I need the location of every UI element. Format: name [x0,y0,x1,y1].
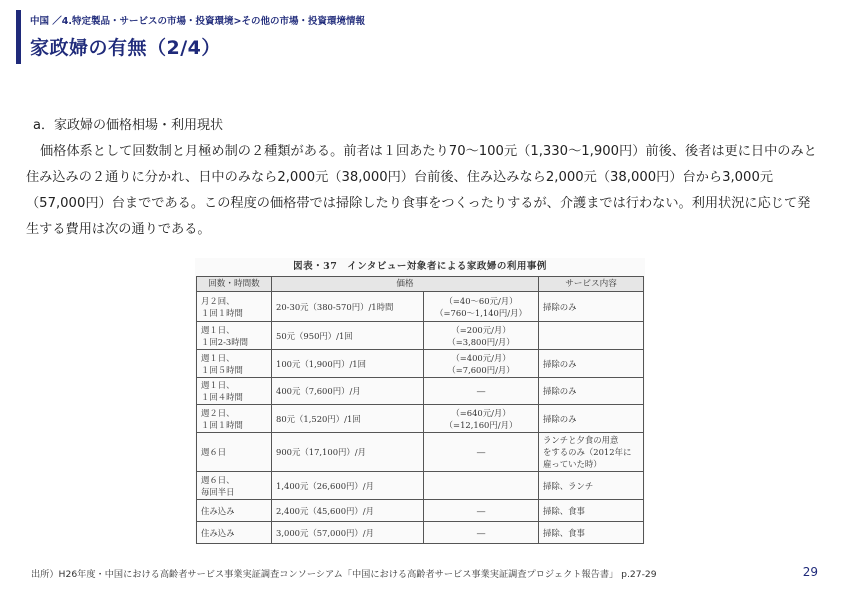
header-price: 価格 [272,277,539,292]
cell-text: 20-30元（380-570円）/1時間 [276,301,394,312]
cell-text: １回１時間 [201,307,243,318]
header-service: サービス内容 [539,277,644,292]
cell-service [539,350,644,378]
page-title: 家政婦の有無（2/4） [30,37,221,59]
cell-text: （=400元/月） [451,352,511,363]
cell-monthly-equivalent [424,322,539,350]
table-row [197,292,644,322]
cell-price [272,433,424,472]
cell-text: 住み込み [201,527,235,538]
cell-text: １回５時間 [201,364,243,375]
cell-service [539,500,644,522]
cell-monthly-equivalent [424,522,539,544]
cell-text: ランチと夕食の用意 [543,435,619,445]
cell-count [197,472,272,500]
cell-monthly-equivalent [424,405,539,433]
cell-text: （=40～60元/月） [444,295,518,306]
cell-text: 掃除、食事 [543,505,585,516]
cell-text: 掃除のみ [543,413,577,424]
cell-service [539,472,644,500]
cell-price [272,500,424,522]
cell-monthly-equivalent [424,433,539,472]
table-row [197,378,644,405]
cell-text: 掃除のみ [543,386,577,396]
cell-text: 住み込み [201,505,235,516]
breadcrumb: 中国 ／4.特定製品・サービスの市場・投資環境>その他の市場・投資環境情報 [30,16,365,27]
cell-text: （=12,160円/月） [444,419,518,430]
table-row [197,405,644,433]
cell-text: ― [476,386,486,396]
cell-text: 3,000元（57,000円）/月 [276,527,374,538]
cell-service [539,292,644,322]
table-header-row [197,277,644,292]
cell-text: （=640元/月） [451,407,511,418]
cell-count [197,500,272,522]
table-row [197,472,644,500]
cell-text: （=3,800円/月） [447,336,515,347]
cell-text: 週１日、 [201,324,235,335]
cell-text: １回2-3時間 [201,336,248,347]
cell-text: １回１時間 [201,419,243,430]
usage-cases-table [196,276,644,544]
cell-text: 1,400元（26,600円）/月 [276,480,374,491]
cell-text: 掃除のみ [543,301,577,312]
cell-price [272,405,424,433]
cell-text: （=760～1,140円/月） [435,307,527,318]
cell-text: 50元（950円）/1回 [276,330,353,341]
cell-text: ― [476,527,486,538]
cell-text: 掃除、ランチ [543,480,594,491]
cell-price [272,292,424,322]
cell-monthly-equivalent [424,292,539,322]
cell-text: ― [476,447,486,457]
cell-service [539,433,644,472]
cell-count [197,322,272,350]
cell-monthly-equivalent [424,500,539,522]
cell-text: 週１日、 [201,380,235,390]
cell-text: （=200元/月） [451,324,511,335]
cell-price [272,322,424,350]
cell-monthly-equivalent [424,378,539,405]
cell-count [197,378,272,405]
cell-count [197,433,272,472]
header-count: 回数・時間数 [197,277,272,292]
cell-text: 80元（1,520円）/1回 [276,413,361,424]
cell-price [272,378,424,405]
cell-text: 100元（1,900円）/1回 [276,358,366,369]
table-row [197,433,644,472]
cell-service [539,378,644,405]
table-row [197,350,644,378]
source-note: 出所）H26年度・中国における高齢者サービス事業実証調査コンソーシアム「中国における高齢者サービス事業実証調査プロジェクト報告書」 p.27-29 [31,569,657,580]
cell-count [197,350,272,378]
cell-price [272,350,424,378]
cell-text: 掃除のみ [543,358,577,369]
cell-text: 月２回、 [201,295,235,306]
cell-text: 週２日、 [201,407,235,418]
cell-text: 週６日 [201,447,227,457]
cell-text: ― [476,505,486,516]
table-row [197,500,644,522]
cell-text: 週６日、 [201,474,235,485]
cell-price [272,522,424,544]
cell-monthly-equivalent [424,472,539,500]
cell-text: １回４時間 [201,392,243,402]
usage-cases-table-figure [195,258,645,544]
cell-text: （=7,600円/月） [447,364,515,375]
cell-text: 毎回半日 [201,486,235,497]
title-accent-bar [16,10,21,64]
cell-text: 週１日、 [201,352,235,363]
cell-service [539,522,644,544]
section-heading: a．家政婦の価格相場・利用現状 [33,118,223,133]
cell-count [197,292,272,322]
cell-count [197,405,272,433]
table-row [197,322,644,350]
cell-text: 雇っていた時） [543,459,602,469]
cell-text: 400元（7,600円）/月 [276,386,361,396]
table-caption: 図表・37 インタビュー対象者による家政婦の利用事例 [293,261,547,272]
cell-service [539,405,644,433]
table-row [197,522,644,544]
body-paragraph: 価格体系として回数制と月極め制の２種類がある。前者は１回あたり70～100元（1,330～1,900円）前後、後者は更に日中のみと住み込みの２通りに分かれ、日中のみなら2,000元（38,000円）台前後、住み込みなら2,000元（38,000円）台から3,000元（57,000円）台までである。この程度の価格帯では掃除したり食事をつくったりするが、介護までは行わない。利用状況に応じて発生する費用は次の通りである。 [26,144,817,237]
cell-price [272,472,424,500]
page-number: 29 [802,565,818,579]
cell-text: をするのみ（2012年に [543,447,632,457]
cell-count [197,522,272,544]
cell-monthly-equivalent [424,350,539,378]
cell-text: 掃除、食事 [543,527,585,538]
cell-service [539,322,644,350]
cell-text: 2,400元（45,600円）/月 [276,505,374,516]
cell-text: 900元（17,100円）/月 [276,447,366,457]
